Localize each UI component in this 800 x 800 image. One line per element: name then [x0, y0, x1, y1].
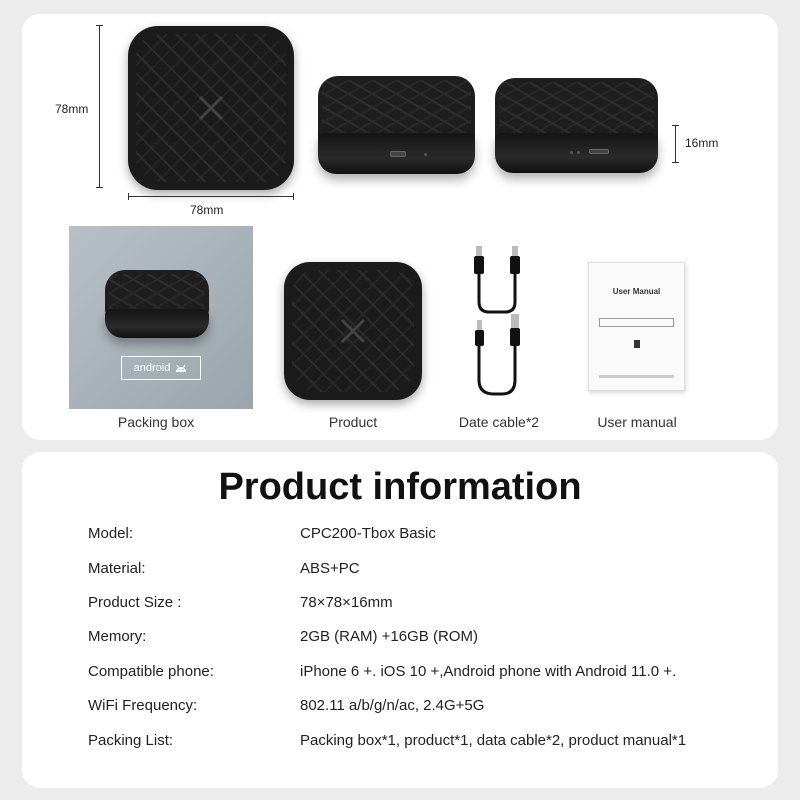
android-badge: android — [121, 356, 201, 380]
info-label: Packing List: — [88, 732, 174, 749]
data-cable-caption: Date cable*2 — [458, 414, 540, 430]
android-robot-icon — [174, 363, 188, 373]
product-caption: Product — [328, 414, 378, 430]
user-manual-image — [588, 262, 685, 391]
info-value: iPhone 6 +. iOS 10 +,Android phone with Android 11.0 +. — [300, 663, 677, 680]
product-image — [284, 262, 422, 400]
product-information-card — [22, 452, 778, 788]
product-information-title: Product information — [218, 466, 582, 508]
x-pattern-icon — [196, 93, 226, 123]
device-top-view — [128, 26, 294, 190]
sd-card-slot — [589, 149, 609, 154]
info-value: Packing box*1, product*1, data cable*2, product manual*1 — [300, 732, 687, 749]
usb-c-port — [390, 151, 406, 157]
width-label: 78mm — [190, 203, 224, 217]
device-side-view-front — [318, 76, 475, 174]
data-cable-image — [462, 240, 542, 400]
user-manual-caption: User manual — [597, 414, 677, 430]
info-label: Material: — [88, 560, 146, 577]
usb-a-connector-icon — [475, 314, 520, 346]
usb-c-connector-icon — [474, 246, 520, 274]
packing-box-caption: Packing box — [117, 414, 195, 430]
packing-box-image — [69, 226, 253, 409]
packing-box-device-render — [105, 270, 209, 338]
width-dimension-line — [128, 196, 294, 197]
info-label: Model: — [88, 525, 134, 542]
info-label: Product Size : — [88, 594, 182, 611]
info-value: ABS+PC — [300, 560, 360, 577]
height-label: 78mm — [55, 102, 89, 116]
info-label: Memory: — [88, 628, 147, 645]
info-value: 802.11 a/b/g/n/ac, 2.4G+5G — [300, 697, 485, 714]
info-value: CPC200-Tbox Basic — [300, 525, 436, 542]
info-label: WiFi Frequency: — [88, 697, 198, 714]
thickness-label: 16mm — [685, 136, 719, 150]
sd-card-icon — [634, 340, 640, 348]
manual-cover-title: User Manual — [612, 287, 661, 296]
height-dimension-line — [99, 25, 100, 188]
info-value: 2GB (RAM) +16GB (ROM) — [300, 628, 478, 645]
info-value: 78×78×16mm — [300, 594, 393, 611]
thickness-dimension-line — [675, 125, 676, 163]
info-label: Compatible phone: — [88, 663, 214, 680]
device-side-view-back — [495, 78, 658, 173]
x-pattern-icon — [338, 316, 368, 346]
